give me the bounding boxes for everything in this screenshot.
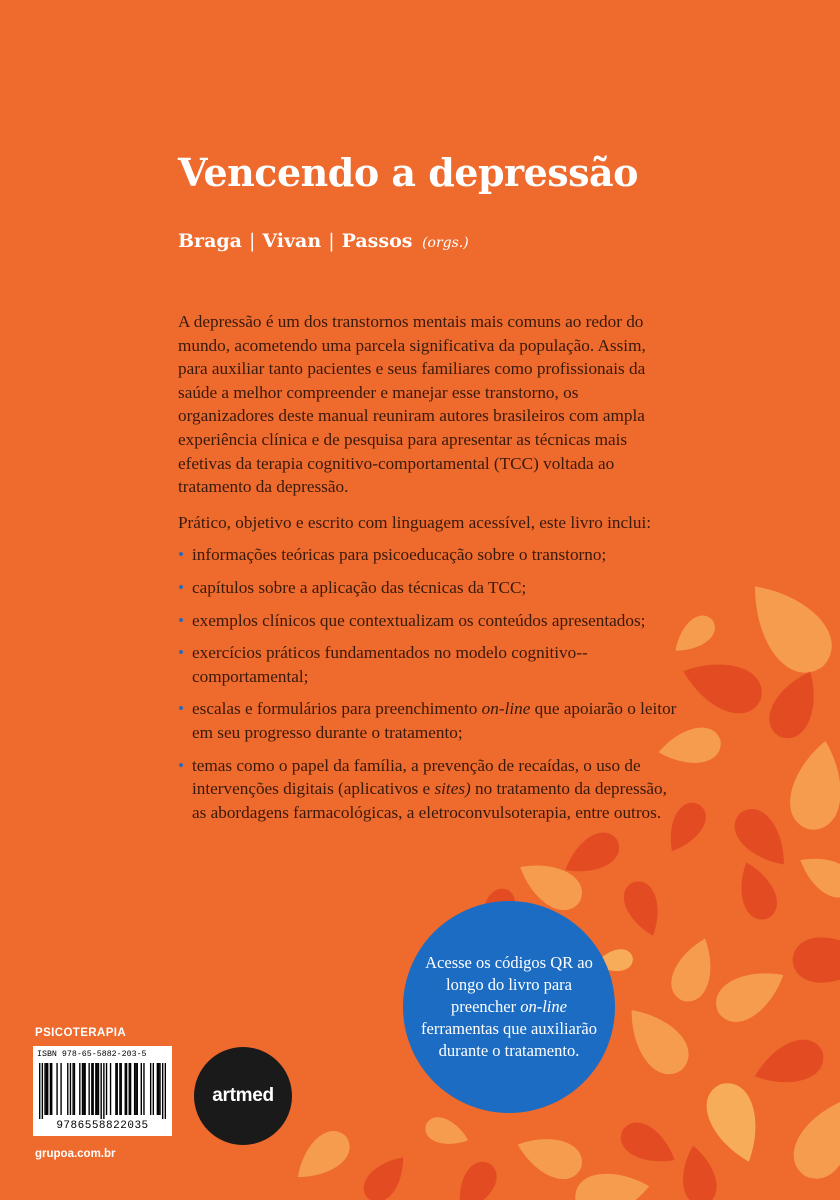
barcode-bar [82, 1063, 83, 1115]
blurb [178, 310, 678, 833]
barcode-bar [60, 1063, 61, 1115]
list-item: • escalas e formulários para preenchimento on-line que apoiarão o leitor em seu progresso durante o tratamento; [178, 699, 677, 742]
bullet-dot-icon: • [178, 577, 184, 597]
barcode-bar [143, 1063, 144, 1115]
authors-line [178, 230, 469, 252]
barcode-bar [91, 1063, 92, 1115]
feature-list [178, 543, 678, 824]
bullet-dot-icon: • [178, 755, 184, 775]
category-label: PSICOTERAPIA [35, 1027, 127, 1039]
barcode-bar [96, 1063, 97, 1115]
flame-petal-shape [785, 737, 840, 834]
publisher-logo-text: artmed [212, 1085, 274, 1106]
barcode-bar [42, 1063, 43, 1119]
qr-callout-text: Acesse os códigos QR ao longo do livro para preencher on-line ferramentas que auxiliarão durante o tratamento. [421, 953, 597, 1060]
barcode-bar [165, 1063, 166, 1119]
barcode-bar [135, 1063, 136, 1115]
list-item: • exercícios práticos fundamentados no modelo cognitivo--comportamental; [178, 643, 588, 686]
flame-petal-shape [422, 1113, 473, 1152]
flame-petal-shape [619, 877, 668, 941]
barcode-bar [130, 1063, 131, 1115]
barcode-bar [137, 1063, 138, 1115]
barcode-bar [162, 1063, 163, 1119]
barcode-bar [79, 1063, 80, 1115]
flame-petal-shape [708, 957, 794, 1030]
flame-petal-shape [733, 568, 840, 686]
flame-petal-shape [676, 650, 769, 721]
barcode-bar [129, 1063, 130, 1115]
flame-petal-shape [511, 1127, 587, 1185]
flame-petal-shape [447, 1156, 503, 1200]
flame-petal-shape [699, 1076, 770, 1169]
flame-petal-shape [287, 1123, 358, 1190]
barcode-bar [46, 1063, 47, 1115]
barcode-bar [141, 1063, 142, 1115]
blurb-intro: A depressão é um dos transtornos mentais mais comuns ao redor do mundo, acometendo uma parcela significativa da população. Assim, para auxiliar tanto pacientes e seus familiares como profissionais da saúde a melhor compreender e manejar esse transtorno, os organizadores deste manual reuniram autores brasileiros com ampla experiência clínica e de pesquisa para apresentar as técnicas mais efetivas da terapia cognitivo-comportamental (TCC) voltada ao tratamento da depressão. [178, 312, 646, 497]
author-name: Vivan [262, 230, 322, 252]
barcode-bar [125, 1063, 126, 1115]
barcode-bar [72, 1063, 73, 1115]
barcode-bar [159, 1063, 160, 1115]
barcode-bar [83, 1063, 84, 1115]
isbn-label: ISBN 978-65-5882-203-5 [37, 1050, 147, 1059]
flame-petal-shape [615, 996, 698, 1083]
barcode-bar [134, 1063, 135, 1115]
bullet-dot-icon: • [178, 699, 184, 719]
list-item: • capítulos sobre a aplicação das técnicas da TCC; [178, 576, 678, 600]
barcode-bar [47, 1063, 48, 1115]
barcode-digits: 9786558822035 [56, 1120, 149, 1132]
bullet-dot-icon: • [178, 545, 184, 565]
barcode-bar [92, 1063, 93, 1115]
bullet-dot-icon: • [178, 643, 184, 663]
flame-petal-shape [762, 663, 828, 745]
barcode-bar [74, 1063, 75, 1115]
barcode-bar [153, 1063, 154, 1115]
author-separator: | [328, 230, 335, 252]
barcode-bar [115, 1063, 116, 1115]
barcode-bar [117, 1063, 118, 1115]
flame-petal-shape [614, 1116, 682, 1175]
flame-petal-shape [784, 1086, 840, 1189]
author-name: Passos [341, 230, 413, 252]
publisher-logo [194, 1047, 292, 1145]
barcode-bar [158, 1063, 159, 1115]
barcode-bar [44, 1063, 45, 1115]
publisher-url: grupoa.com.br [35, 1148, 116, 1160]
barcode-bar [121, 1063, 122, 1115]
barcode-bar [98, 1063, 99, 1115]
barcode-bar [67, 1063, 68, 1115]
barcode-bar [110, 1063, 111, 1115]
barcode-bar [100, 1063, 101, 1119]
flame-petal-shape [792, 846, 840, 905]
isbn-barcode [33, 1046, 172, 1136]
barcode-bar [103, 1063, 104, 1119]
blurb-lead: Prático, objetivo e escrito com linguagem acessível, este livro inclui: [178, 512, 652, 532]
barcode-bar [50, 1063, 51, 1115]
barcode-bar [119, 1063, 120, 1115]
barcode-bar [56, 1063, 57, 1115]
flame-petal-shape [726, 801, 798, 877]
barcode-bar [150, 1063, 151, 1115]
flame-petal-shape [793, 937, 840, 982]
list-item: • exemplos clínicos que contextualizam os conteúdos apresentados; [178, 609, 678, 633]
list-item: • informações teóricas para psicoeducação sobre o transtorno; [178, 543, 678, 567]
barcode-bar [88, 1063, 89, 1115]
book-title: Vencendo a depressão [178, 150, 639, 195]
barcode-bar [70, 1063, 71, 1115]
bullet-dot-icon: • [178, 610, 184, 630]
flame-petal-shape [572, 1166, 653, 1200]
barcode-icon [39, 1063, 166, 1119]
list-item: • temas como o papel da família, a prevenção de recaídas, o uso de intervenções digitais (aplicativos e sites) no tratamento da depressão, as abordagens farmacológicas, a eletroconvulsoterapia, entre outros. [178, 755, 667, 822]
flame-petal-shape [731, 857, 783, 925]
flame-petal-shape [677, 1143, 720, 1200]
barcode-bar [126, 1063, 127, 1115]
flame-petal-shape [665, 932, 722, 1006]
flame-petal-shape [357, 1148, 414, 1200]
authors-suffix: (orgs.) [422, 235, 469, 251]
barcode-bar [39, 1063, 40, 1119]
flame-petal-shape [748, 1033, 829, 1095]
barcode-bar [106, 1063, 107, 1115]
barcode-bar [157, 1063, 158, 1115]
author-name: Braga [178, 230, 242, 252]
author-separator: | [248, 230, 256, 252]
barcode-bar [95, 1063, 96, 1115]
barcode-bar [84, 1063, 85, 1115]
barcode-bar [51, 1063, 52, 1115]
qr-callout-badge [403, 901, 615, 1113]
